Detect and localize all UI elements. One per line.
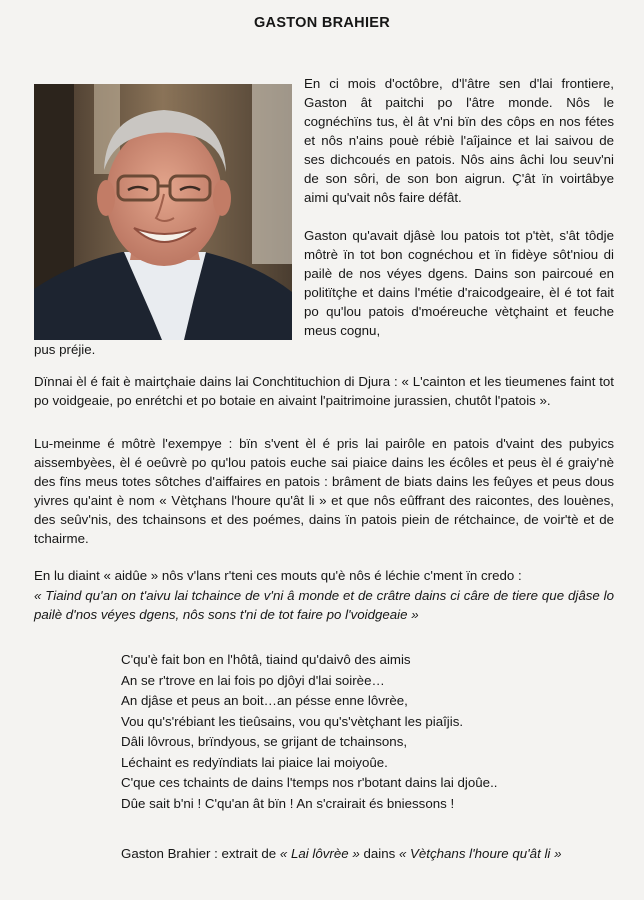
poem-line: An djâse et peus an boit…an pésse enne lôvrèe, (121, 693, 408, 708)
credit-connector: dains (359, 846, 399, 861)
paragraph-farewell: En lu diaint « aidûe » nôs v'lans r'teni ces mouts qu'è nôs é léchie c'ment ïn credo : (34, 568, 522, 583)
page-title: GASTON BRAHIER (253, 15, 391, 31)
paragraph-biography-end: pus préjie. (34, 342, 96, 357)
paragraph-intro: En ci mois d'octôbre, d'l'âtre sen d'lai frontiere, Gaston ât paitchi po l'âtre monde. Nôs le cognéchïns tus, èl ât v'ni bïn des côps en nos fétes et nôs n'ains pouè rébiè l'aîjaince et lai saivou de ses dichcoués en patois. Nôs ains âchi lou seuv'ni de son sôri, de son bon aigrun. Ç'ât ïn voirtâbye aimi qu'vait nôs faire défât. (304, 76, 614, 205)
poem-line: C'que ces tchaints de dains l'temps nos r'botant dains lai djoûe.. (121, 775, 498, 790)
paragraph-constitution: Dïnnai èl é fait è mairtçhaie dains lai Conchtituchion di Djura : « L'cainton et les tieumenes faint tot po voidgeaie, po enrétchi et po botaie en aivaint l'paitrimoine jurassien, chutôt l'patois ». (34, 374, 614, 408)
portrait-photo (34, 84, 292, 340)
credit-work-title: « Lai lôvrèe » (279, 846, 360, 861)
credit-author: Gaston Brahier : extrait de (121, 846, 280, 861)
paragraph-biography: Gaston qu'avait djâsè lou patois tot p'tèt, s'ât tôdje môtrè ïn tot bon cognéchou et ïn fidèye sôt'niou di pailè de nos véyes dgens. Dains son paircoué en politïtçhe et dains l'métie d'raicodgeaire, èl é tot fait po qu'lou patois d'moéreuche vètçhaint et feuche meus cognu, (304, 228, 614, 338)
credit-book-title: « Vètçhans l'houre qu'ât li » (398, 846, 562, 861)
poem-line: Dûe sait b'ni ! C'qu'an ât bïn ! An s'crairait és bniessons ! (121, 795, 455, 811)
poem-credit (121, 846, 621, 861)
poem-line: C'qu'è fait bon en l'hôtâ, tiaind qu'daivô des aimis (121, 652, 411, 667)
poem-line: Vou qu's'rébiant les tieûsains, vou qu's'vètçhant les piaîjis. (121, 713, 464, 729)
poem-line: An se r'trove en lai fois po djôyi d'lai soirèe… (121, 672, 385, 688)
poem (121, 650, 601, 814)
paragraph-credo-quote: « Tiaind qu'an on t'aivu lai tchaince de v'ni â monde et de crâtre dains ci câre de tiere que djâse lo pailè d'nos véyes dgens, nôs sons t'ni de tot faire po l'voidgeaie » (34, 588, 614, 622)
paragraph-example: Lu-meinme é môtrè l'exempye : bïn s'vent èl é pris lai pairôle en patois d'vaint des pubyics aissembyèes, èl é oeûvrè po qu'lou patois euche sai piaice dains les écôles et peus èl é graiy'nè des fïns meus totes sôtches d'aiffaires en patois : brâment de biats dains les feûyes et peus dous yivres qu'aint è nom « Vètçhans l'houre qu'ât li » et que nôs eûffrant des raicontes, des louènes, des seûv'nis, des tchainsons et des poémes, dains ïn patois piein de rétchaince, de voir'tè et de tchairme. (34, 436, 614, 546)
poem-line: Léchaint es redyïndiats lai piaice lai moiyoûe. (121, 754, 388, 770)
portrait-illustration (34, 84, 292, 340)
poem-line: Dâli lôvrous, brïndyous, se grijant de tchainsons, (121, 734, 408, 749)
